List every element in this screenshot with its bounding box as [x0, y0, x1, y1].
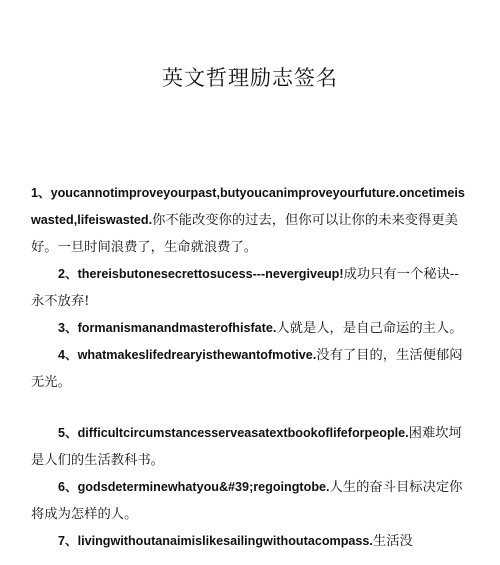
paragraph-number: 2、	[58, 267, 78, 281]
paragraph-number: 3、	[58, 321, 78, 335]
paragraph-number: 5、	[58, 426, 78, 440]
paragraph-number: 7、	[58, 534, 78, 548]
paragraph-2	[31, 261, 471, 315]
english-sentence: thereisbutonesecrettosucess---nevergiveup!	[77, 267, 344, 281]
chinese-translation: 生活没	[372, 534, 413, 549]
paragraph-number: 6、	[58, 480, 78, 494]
paragraph-4	[31, 342, 471, 396]
chinese-translation: 成功只有一个秘诀--永不放弃!	[31, 267, 459, 309]
chinese-translation: 没有了目的，生活便郁闷无光。	[31, 348, 463, 390]
english-sentence: youcannotimproveyourpast,butyoucanimproveyourfuture.oncetimeiswasted,lifeiswasted.	[31, 186, 465, 227]
english-sentence: formanismanandmasterofhisfate.	[77, 321, 277, 335]
chinese-translation: 你不能改变你的过去，但你可以让你的未来变得更美好。一旦时间浪费了，生命就浪费了。	[31, 213, 458, 255]
paragraph-number: 1、	[31, 186, 51, 200]
chinese-translation: 困难坎坷是人们的生活教科书。	[31, 426, 462, 468]
english-sentence: godsdeterminewhatyou&#39;regoingtobe.	[77, 480, 330, 494]
english-sentence: difficultcircumstancesserveasatextbookoflifeforpeople.	[77, 426, 409, 440]
document-title: 英文哲理励志签名	[162, 66, 338, 90]
paragraph-3	[31, 315, 471, 342]
english-sentence: livingwithoutanaimislikesailingwithoutacompass.	[77, 534, 373, 548]
english-sentence: whatmakeslifedrearyisthewantofmotive.	[77, 348, 317, 362]
chinese-translation: 人生的奋斗目标决定你将成为怎样的人。	[31, 480, 463, 522]
document-body	[31, 180, 471, 555]
chinese-translation: 人就是人，是自己命运的主人。	[276, 321, 463, 336]
paragraph-5	[31, 420, 471, 474]
paragraph-6	[31, 474, 471, 528]
paragraph-1	[31, 180, 471, 261]
paragraph-number: 4、	[58, 348, 78, 362]
paragraph-7	[31, 528, 471, 555]
